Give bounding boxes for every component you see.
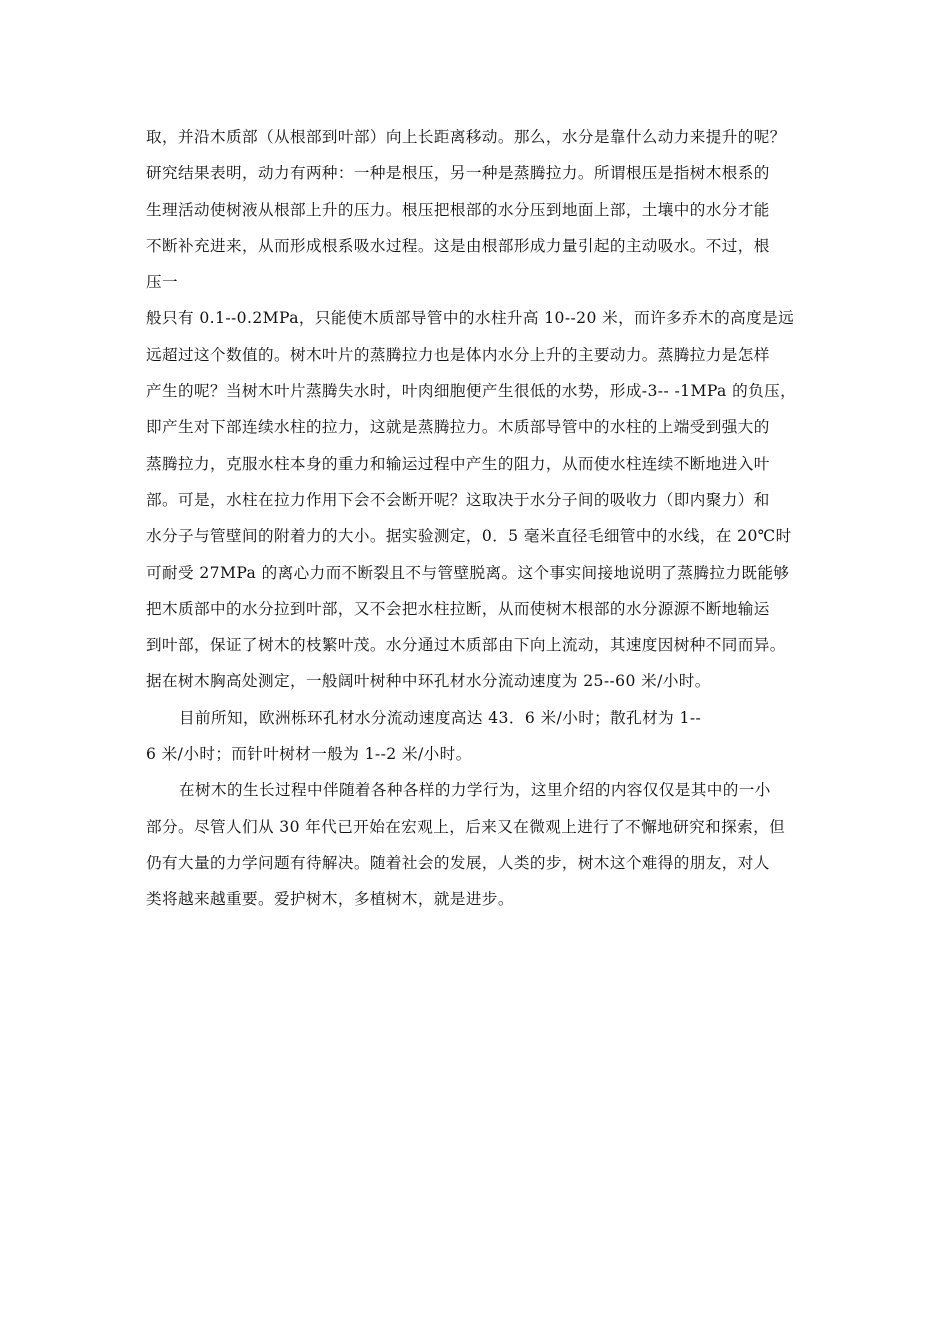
text-line-20: 部分。尽管人们从 30 年代已开始在宏观上，后来又在微观上进行了不懈地研究和探索，但 [146, 817, 786, 836]
text-line-12: 水分子与管壁间的附着力的大小。据实验测定，0．5 毫米直径毛细管中的水线，在 20℃时 [146, 527, 792, 546]
text-line-7: 远超过这个数值的。树木叶片的蒸腾拉力也是体内水分上升的主要动力。蒸腾拉力是怎样 [146, 345, 770, 364]
text-line-14: 把木质部中的水分拉到叶部，又不会把水柱拉断，从而使树木根部的水分源源不断地输运 [146, 599, 770, 618]
text-line-9: 即产生对下部连续水柱的拉力，这就是蒸腾拉力。木质部导管中的水柱的上端受到强大的 [146, 418, 770, 437]
text-line-21: 仍有大量的力学问题有待解决。随着社会的发展，人类的步，树木这个难得的朋友，对人 [146, 853, 770, 872]
text-line-15: 到叶部，保证了树木的枝繁叶茂。水分通过木质部由下向上流动，其速度因树种不同而异。 [146, 636, 786, 655]
body-text [146, 119, 818, 918]
text-line-22: 类将越来越重要。爱护树木，多植树木，就是进步。 [146, 890, 514, 909]
text-line-10: 蒸腾拉力，克服水柱本身的重力和输运过程中产生的阻力，从而使水柱连续不断地进入叶 [146, 454, 770, 473]
text-line-8: 产生的呢？当树木叶片蒸腾失水时，叶肉细胞便产生很低的水势，形成-3-- -1MPa 的负压， [146, 382, 797, 401]
text-line-18: 6 米/小时；而针叶树材一般为 1--2 米/小时。 [146, 745, 472, 764]
text-line-16: 据在树木胸高处测定，一般阔叶树种中环孔材水分流动速度为 25--60 米/小时。 [146, 672, 711, 691]
text-line-17: 目前所知，欧洲栎环孔材水分流动速度高达 43．6 米/小时；散孔材为 1-- [179, 708, 702, 727]
text-line-11: 部。可是，水柱在拉力作用下会不会断开呢？这取决于水分子间的吸收力（即内聚力）和 [146, 490, 770, 509]
text-line-19: 在树木的生长过程中伴随着各种各样的力学行为，这里介绍的内容仅仅是其中的一小 [179, 781, 771, 800]
text-line-6: 般只有 0.1--0.2MPa，只能使木质部导管中的水柱升高 10--20 米，而许多乔木的高度是远 [146, 309, 795, 328]
text-line-13: 可耐受 27MPa 的离心力而不断裂且不与管壁脱离。这个事实间接地说明了蒸腾拉力既能够 [146, 563, 790, 582]
text-line-4: 不断补充进来，从而形成根系吸水过程。这是由根部形成力量引起的主动吸水。不过，根 [146, 236, 770, 255]
text-line-3: 生理活动使树液从根部上升的压力。根压把根部的水分压到地面上部，土壤中的水分才能 [146, 200, 770, 219]
text-line-5: 压一 [146, 273, 178, 292]
text-line-1: 取，并沿木质部（从根部到叶部）向上长距离移动。那么，水分是靠什么动力来提升的呢？ [146, 128, 786, 146]
text-line-2: 研究结果表明，动力有两种：一种是根压，另一种是蒸腾拉力。所谓根压是指树木根系的 [146, 164, 770, 183]
